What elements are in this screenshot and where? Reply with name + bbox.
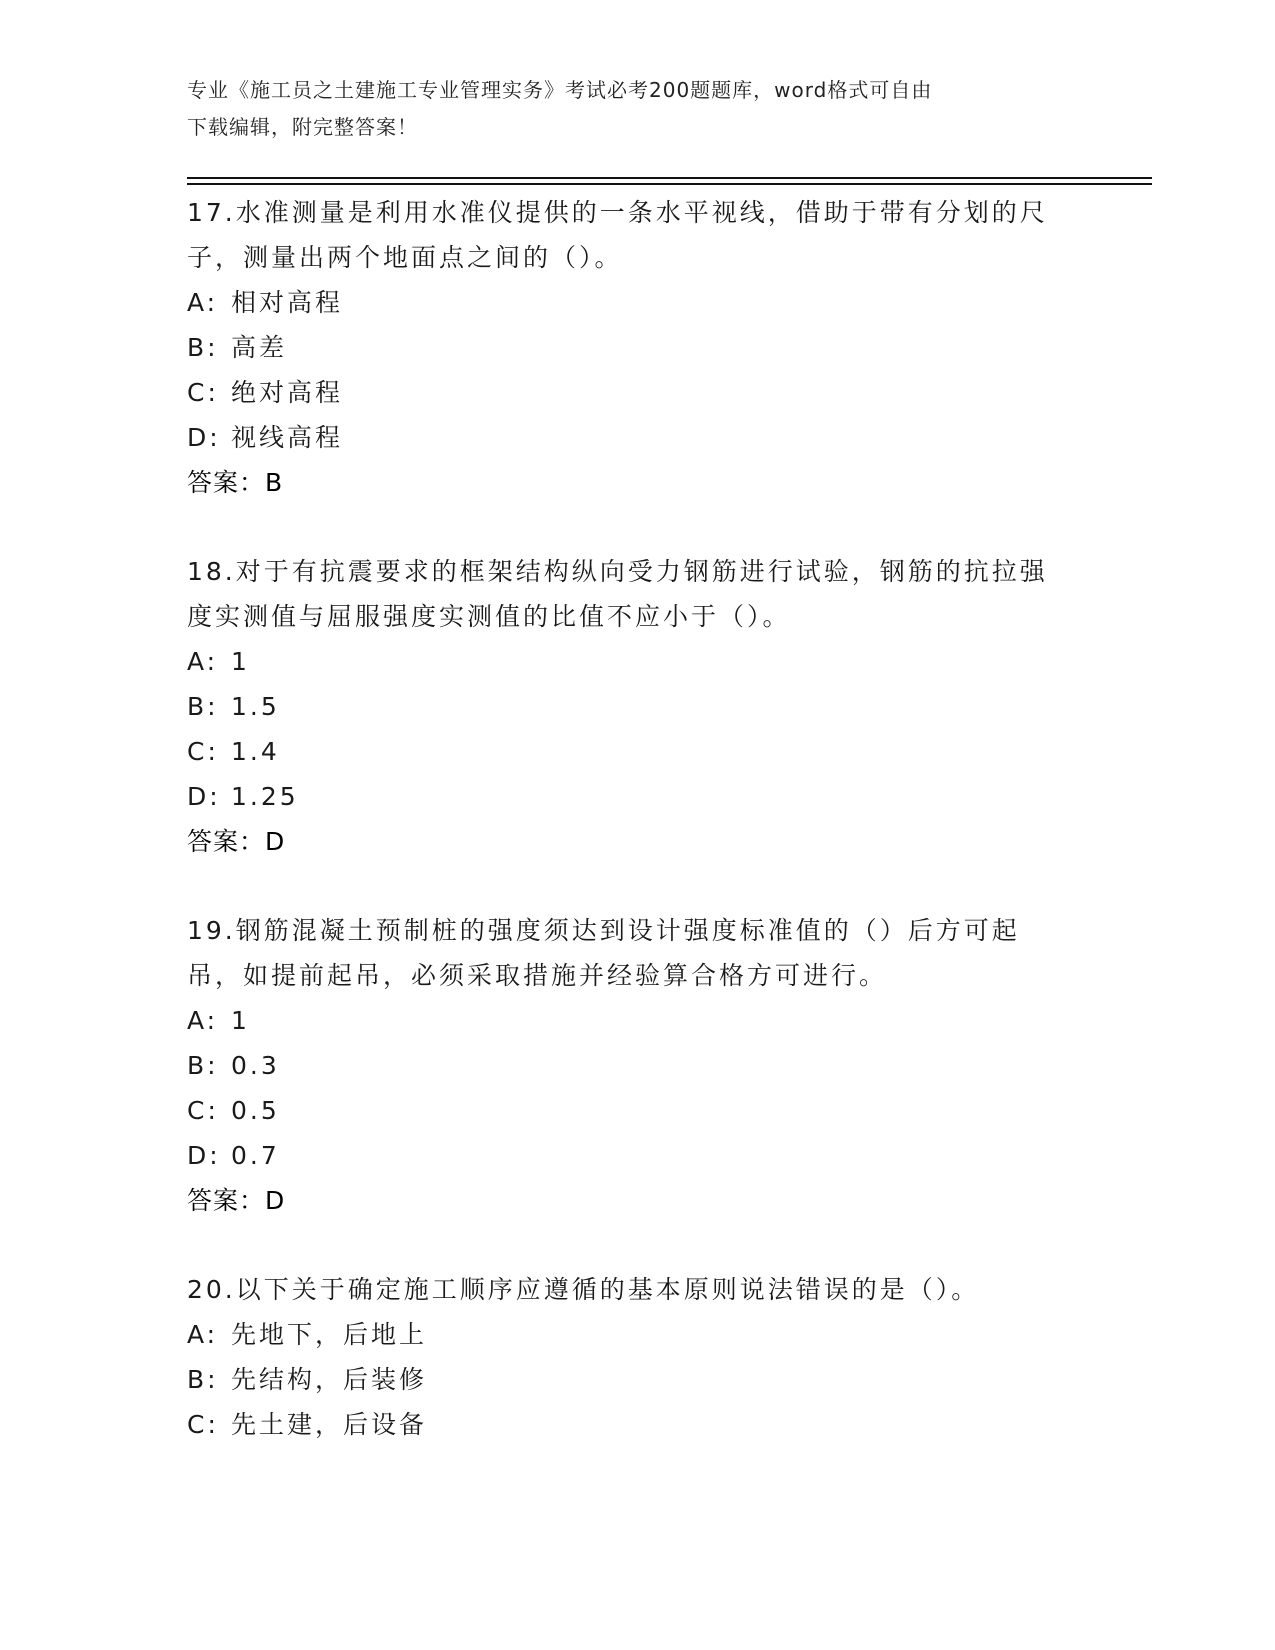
option-letter: A: xyxy=(187,288,219,317)
option-text: 先地下，后地上 xyxy=(231,1320,428,1349)
question-text xyxy=(187,908,1067,998)
option-letter: B: xyxy=(187,1365,219,1394)
option-letter: B: xyxy=(187,1051,219,1080)
option-text: 先土建，后设备 xyxy=(231,1410,428,1439)
header-line-2: 下载编辑，附完整答案！ xyxy=(187,115,418,139)
question-17 xyxy=(187,190,1087,505)
option-d xyxy=(187,415,1087,460)
option-c xyxy=(187,729,1087,774)
answer: 答案：B xyxy=(187,468,284,497)
document-header xyxy=(187,72,1067,146)
option-text: 1.5 xyxy=(231,692,280,721)
header-rule-bottom xyxy=(187,183,1152,185)
option-a xyxy=(187,1312,1087,1357)
question-number: 18. xyxy=(187,557,236,586)
question-number: 19. xyxy=(187,916,236,945)
question-20 xyxy=(187,1267,1087,1447)
option-letter: C: xyxy=(187,378,219,407)
option-letter: A: xyxy=(187,647,219,676)
option-letter: D: xyxy=(187,782,221,811)
option-letter: B: xyxy=(187,333,219,362)
option-c xyxy=(187,370,1087,415)
option-letter: C: xyxy=(187,1410,219,1439)
option-text: 绝对高程 xyxy=(231,378,344,407)
option-letter: C: xyxy=(187,1096,219,1125)
option-text: 高差 xyxy=(231,333,288,362)
option-a xyxy=(187,998,1087,1043)
question-text xyxy=(187,1267,1067,1312)
option-b xyxy=(187,1357,1087,1402)
option-b xyxy=(187,684,1087,729)
option-letter: D: xyxy=(187,423,221,452)
option-c xyxy=(187,1402,1087,1447)
option-letter: B: xyxy=(187,692,219,721)
option-text: 1 xyxy=(231,647,250,676)
option-letter: C: xyxy=(187,737,219,766)
option-b xyxy=(187,325,1087,370)
option-text: 先结构，后装修 xyxy=(231,1365,428,1394)
answer: 答案：D xyxy=(187,827,286,856)
option-text: 1.25 xyxy=(231,782,299,811)
option-d xyxy=(187,774,1087,819)
option-letter: A: xyxy=(187,1320,219,1349)
question-18 xyxy=(187,549,1087,864)
option-a xyxy=(187,639,1087,684)
question-text xyxy=(187,549,1067,639)
question-body: 以下关于确定施工顺序应遵循的基本原则说法错误的是（）。 xyxy=(235,1275,980,1304)
option-text: 视线高程 xyxy=(231,423,344,452)
option-c xyxy=(187,1088,1087,1133)
question-text xyxy=(187,190,1067,280)
question-number: 20. xyxy=(187,1275,236,1304)
question-body: 水准测量是利用水准仪提供的一条水平视线，借助于带有分划的尺子，测量出两个地面点之间的（）。 xyxy=(187,198,1048,272)
question-body: 钢筋混凝土预制桩的强度须达到设计强度标准值的（）后方可起吊，如提前起吊，必须采取措施并经验算合格方可进行。 xyxy=(187,916,1020,990)
option-letter: A: xyxy=(187,1006,219,1035)
option-text: 0.7 xyxy=(231,1141,280,1170)
question-list xyxy=(187,190,1087,1491)
header-rule-top xyxy=(187,177,1152,179)
question-number: 17. xyxy=(187,198,236,227)
option-a xyxy=(187,280,1087,325)
option-text: 1 xyxy=(231,1006,250,1035)
option-d xyxy=(187,1133,1087,1178)
option-b xyxy=(187,1043,1087,1088)
answer: 答案：D xyxy=(187,1186,286,1215)
option-text: 0.5 xyxy=(231,1096,280,1125)
question-body: 对于有抗震要求的框架结构纵向受力钢筋进行试验，钢筋的抗拉强度实测值与屈服强度实测值的比值不应小于（）。 xyxy=(187,557,1048,631)
option-text: 1.4 xyxy=(231,737,280,766)
option-text: 0.3 xyxy=(231,1051,280,1080)
question-19 xyxy=(187,908,1087,1223)
header-line-1: 专业《施工员之土建施工专业管理实务》考试必考200题题库，word格式可自由 xyxy=(187,78,933,102)
option-text: 相对高程 xyxy=(231,288,344,317)
option-letter: D: xyxy=(187,1141,221,1170)
